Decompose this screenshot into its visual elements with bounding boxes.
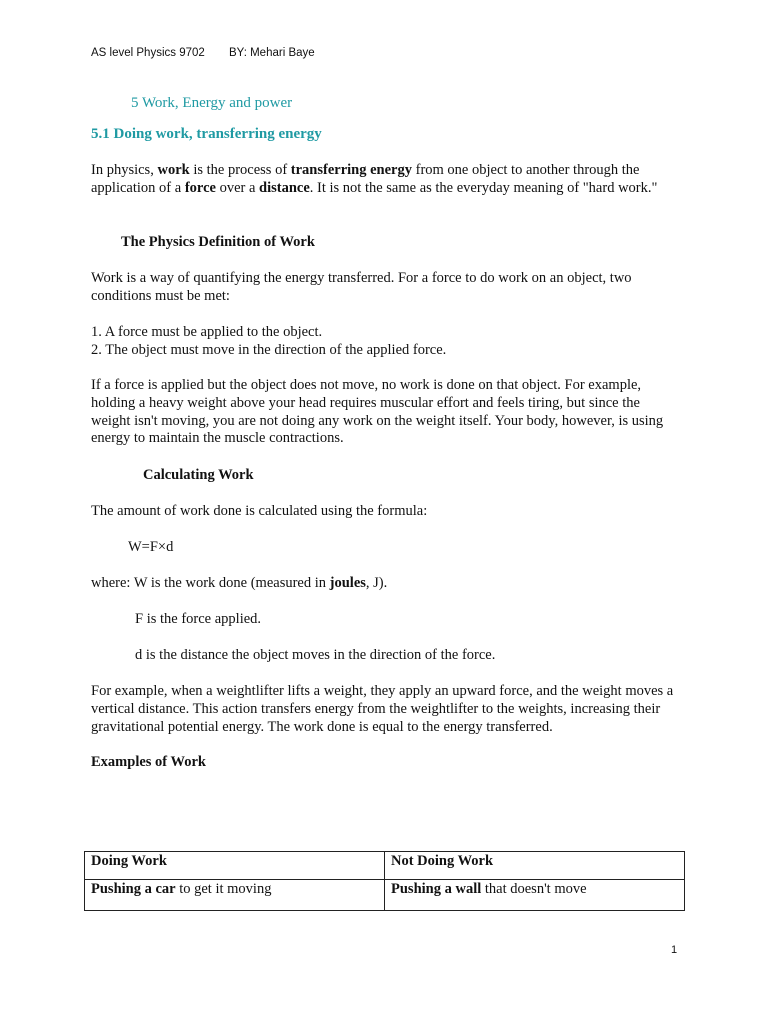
intro-paragraph: In physics, work is the process of transferring energy from one object to another through the application of a force over a distance. It is not the same as the everyday meaning of "hard work." [91,162,658,196]
force-definition: F is the force applied. [135,611,262,627]
table-row [85,880,685,911]
examples-table [84,851,685,911]
page-number: 1 [671,944,678,956]
table-header-cell: Doing Work [85,852,385,880]
condition-item: 2. The object must move in the direction of the applied force. [91,341,447,358]
examples-heading: Examples of Work [91,754,206,770]
calc-heading: Calculating Work [143,467,254,483]
table-cell: Pushing a car to get it moving [85,880,385,911]
chapter-title: 5 Work, Energy and power [131,95,293,111]
header-author: BY: Mehari Baye [229,47,315,59]
distance-definition: d is the distance the object moves in the direction of the force. [135,647,496,663]
table-cell: Pushing a wall that doesn't move [385,880,685,911]
table-header-row [85,852,685,880]
definition-paragraph: Work is a way of quantifying the energy transferred. For a force to do work on an object, two conditions must be met: [91,270,632,304]
no-work-paragraph: If a force is applied but the object does not move, no work is done on that object. For example, holding a heavy weight above your head requires muscular effort and feels tiring, but since the weight isn't moving, you are not doing any work on the weight itself. Your body, however, is using energy to maintain the muscle contractions. [91,377,664,447]
conditions-list [91,324,681,360]
section-title: 5.1 Doing work, transferring energy [91,126,322,142]
weightlifter-paragraph: For example, when a weightlifter lifts a weight, they apply an upward force, and the weight moves a vertical distance. This action transfers energy from the weightlifter to the weights, increasing their gravitational potential energy. The work done is equal to the energy transferred. [91,683,674,735]
condition-item: 1. A force must be applied to the object. [91,324,323,340]
header-course: AS level Physics 9702 [91,47,205,59]
table-header-cell: Not Doing Work [385,852,685,880]
where-line: where: W is the work done (measured in joules, J). [91,575,388,591]
calc-intro: The amount of work done is calculated using the formula: [91,503,428,519]
formula: W=F×d [128,539,174,555]
definition-heading: The Physics Definition of Work [121,234,315,250]
